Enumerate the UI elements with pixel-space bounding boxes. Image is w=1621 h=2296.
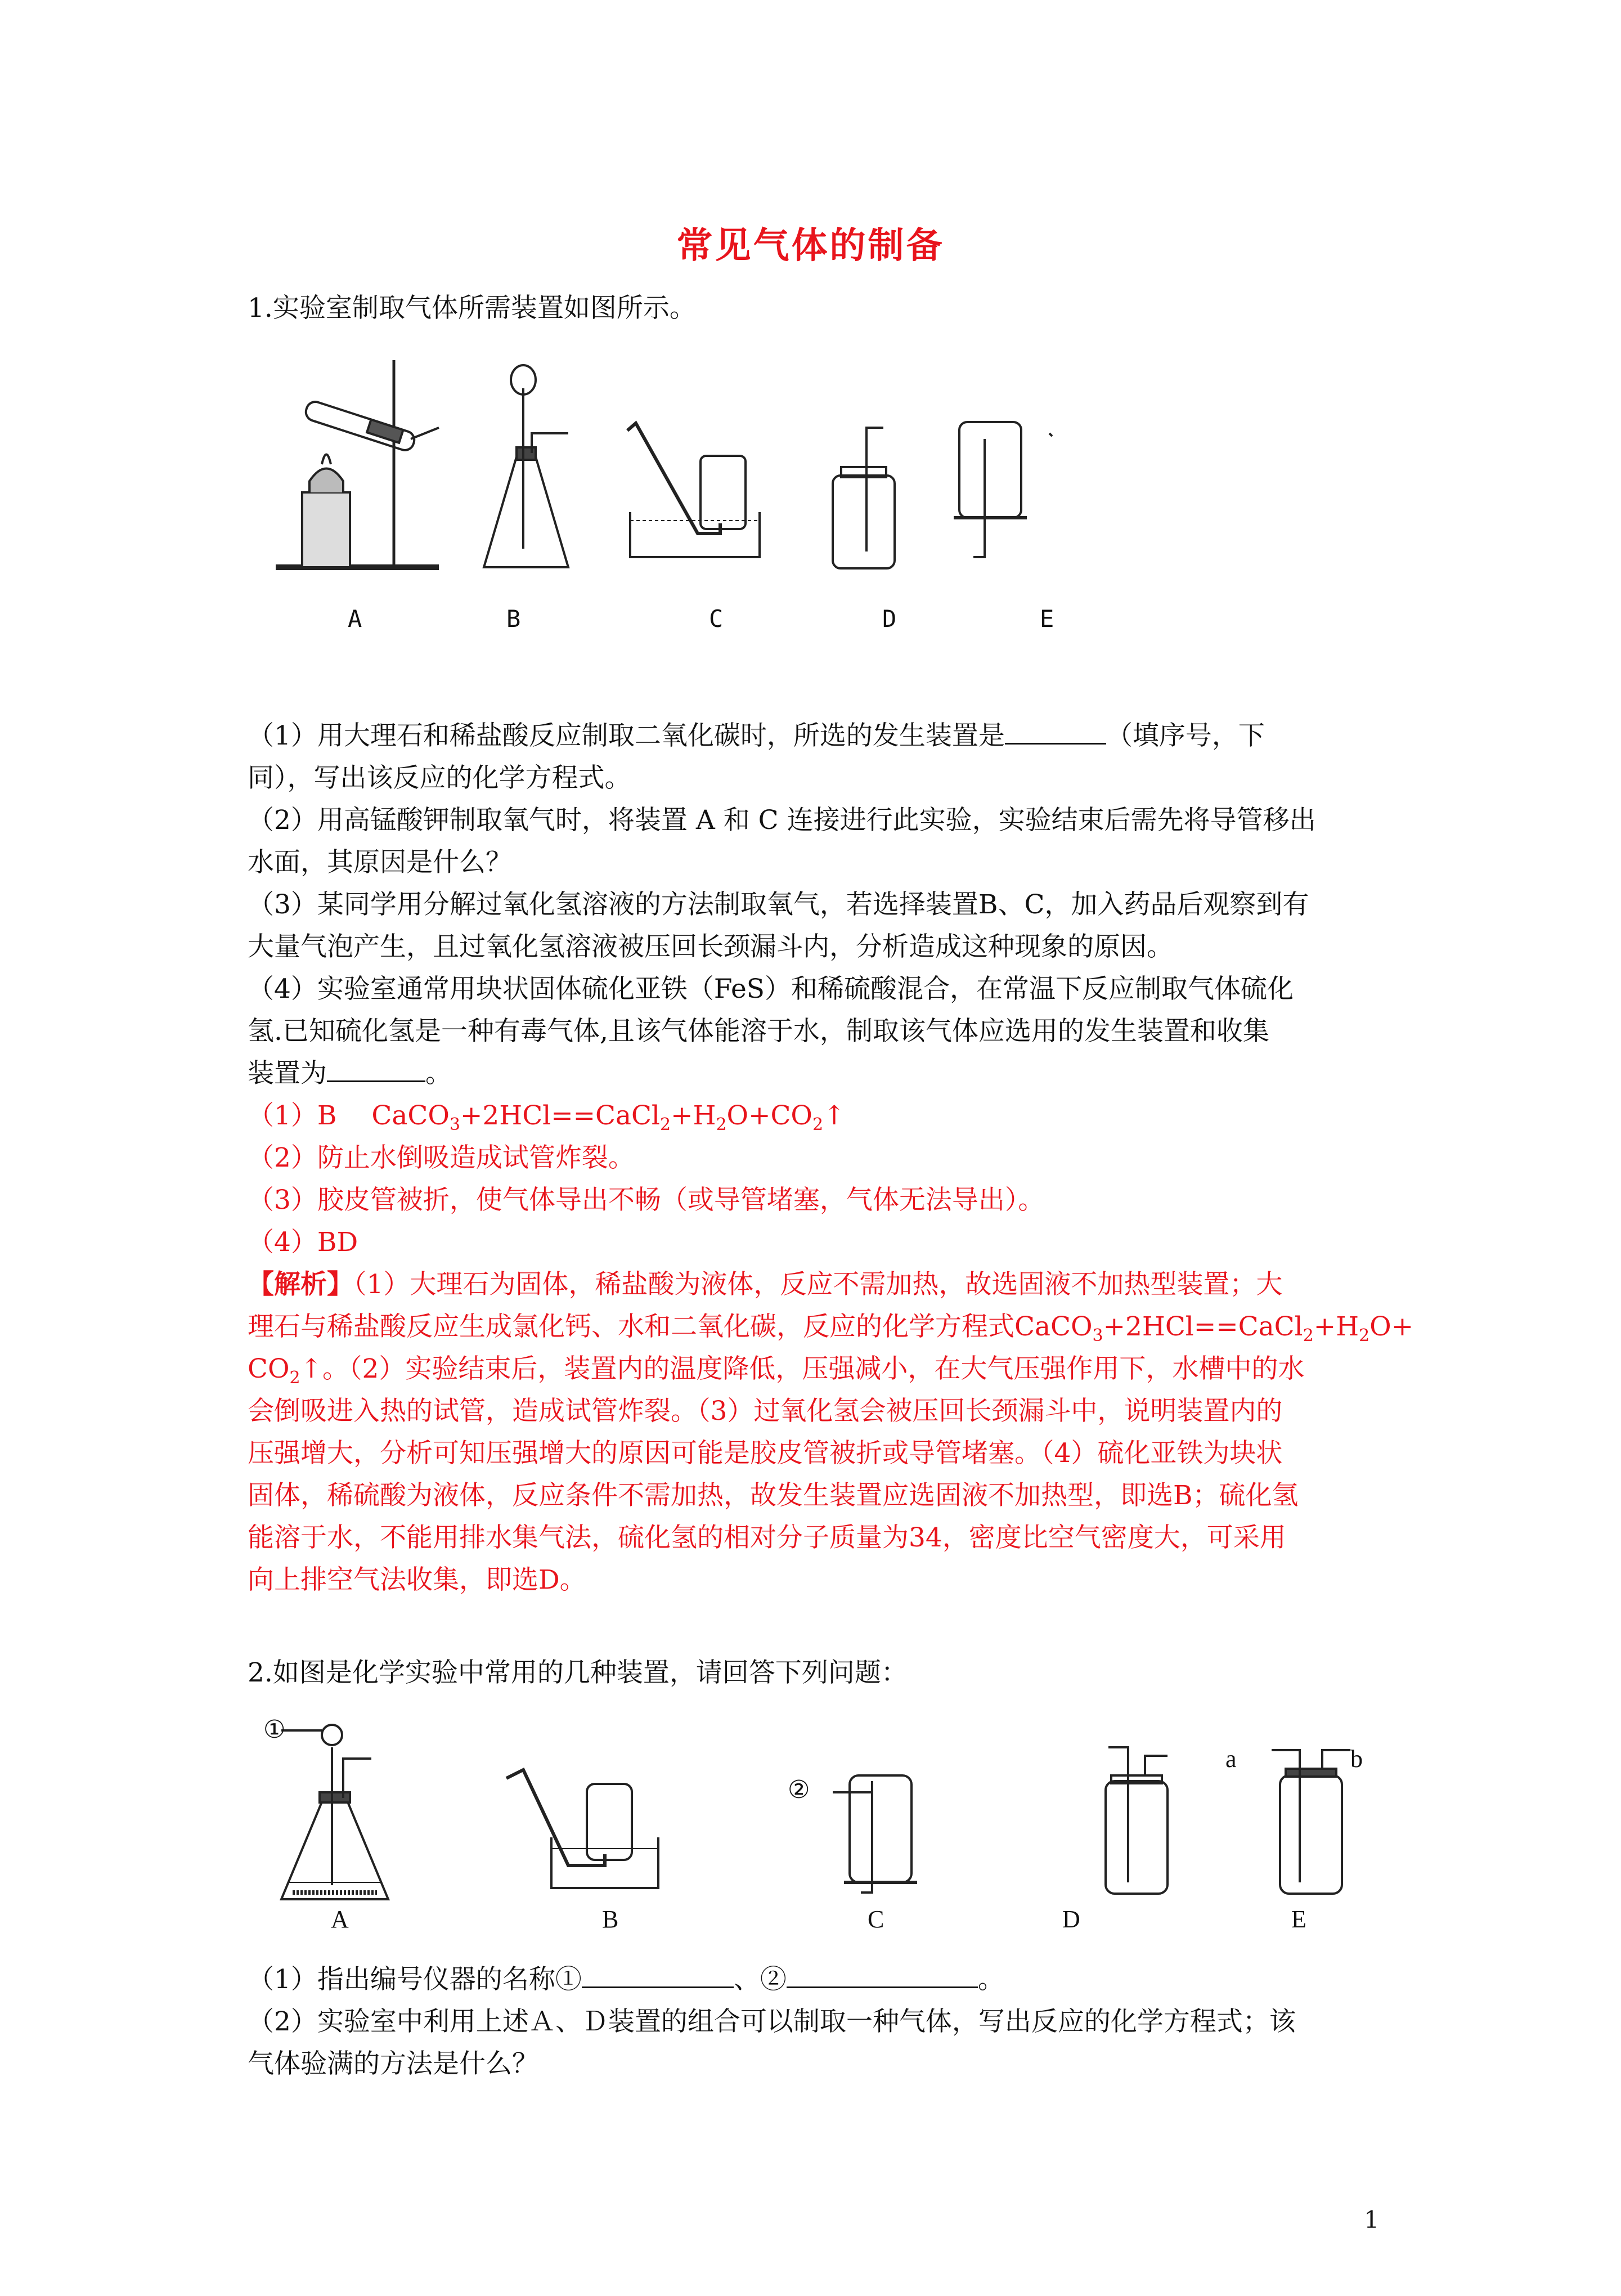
q1-sub2-line1: （2）用高锰酸钾制取氧气时，将装置 A 和 C 连接进行此实验，实验结束后需先将导管移出: [248, 805, 1316, 836]
apparatus-a-icon: [276, 360, 439, 567]
q1-analysis-line1: 【解析】（1）大理石为固体，稀盐酸为液体，反应不需加热，故选固液不加热型装置；大: [248, 1269, 1283, 1300]
q1-analysis-line2: 理石与稀盐酸反应生成氯化钙、水和二氧化碳，反应的化学方程式$CaCO_3+2HCl==CaCl_2+H_2O+$: [248, 1311, 1414, 1346]
q2-apparatus-e-icon: [1272, 1750, 1350, 1894]
q2-stem: 2.如图是化学实验中常用的几种装置，请回答下列问题：: [248, 1657, 908, 1688]
q1-label-d: D: [882, 605, 897, 633]
q1-answer-4: （4）BD: [248, 1227, 358, 1258]
q2-port-a: a: [1225, 1745, 1237, 1773]
q1-sub1-line1: （1）用大理石和稀盐酸反应制取二氧化碳时，所选的发生装置是 （填序号，下: [248, 715, 1395, 757]
q2-marker-2: ②: [788, 1776, 810, 1804]
q1-sub2-line2: 水面，其原因是什么？: [248, 847, 512, 878]
q2-sub1: （1）指出编号仪器的名称① 、② 。: [248, 1958, 1395, 2001]
q2-sub2-line1: （2）实验室中利用上述Ａ、Ｄ装置的组合可以制取一种气体，写出反应的化学方程式；该: [248, 2006, 1296, 2037]
q1-label-e: E: [1040, 605, 1054, 633]
q2-label-c: C: [868, 1905, 884, 1933]
q2-apparatus-figure: [259, 1714, 1373, 1905]
q1-sub4-line3: 装置为 。: [248, 1052, 1395, 1095]
analysis-tag: 【解析】: [248, 1269, 353, 1300]
q1-label-a: A: [348, 605, 362, 633]
answer-blank-2[interactable]: [327, 1053, 425, 1082]
q1-sub4-line2: 氢.已知硫化氢是一种有毒气体,且该气体能溶于水，制取该气体应选用的发生装置和收集: [248, 1016, 1269, 1047]
page-title: 常见气体的制备: [676, 225, 945, 267]
answer-blank-4[interactable]: [787, 1959, 978, 1988]
apparatus-d-icon: [833, 428, 895, 568]
q1-label-c: C: [709, 605, 724, 633]
answer-blank-1[interactable]: [1005, 716, 1106, 745]
q2-apparatus-d-icon: [1106, 1747, 1168, 1894]
q1-sub3-line1: （3）某同学用分解过氧化氢溶液的方法制取氧气，若选择装置B、C，加入药品后观察到有: [248, 889, 1309, 920]
q1-label-b: B: [506, 605, 521, 633]
q2-apparatus-c-icon: [833, 1775, 917, 1893]
answer-blank-3[interactable]: [582, 1959, 734, 1988]
q1-answer-3: （3）胶皮管被折，使气体导出不畅（或导管堵塞，气体无法导出）。: [248, 1185, 1045, 1216]
q1-analysis-line5: 压强增大，分析可知压强增大的原因可能是胶皮管被折或导管堵塞。（4）硫化亚铁为块状: [248, 1438, 1283, 1469]
apparatus-c-icon: [627, 423, 760, 557]
q1-answer-1: （1）B $CaCO_3+2HCl==CaCl_2+H_2O+CO_2↑$: [248, 1100, 846, 1134]
q2-label-a: A: [331, 1905, 349, 1933]
q1-analysis-line3: $CO_2↑$。（2）实验结束后，装置内的温度降低，压强减小，在大气压强作用下，水槽中的水: [248, 1353, 1305, 1388]
q1-analysis-line8: 向上排空气法收集，即选D。: [248, 1564, 586, 1595]
q2-marker-1: ①: [263, 1716, 286, 1743]
q1-sub4-line1: （4）实验室通常用块状固体硫化亚铁（FeS）和稀硫酸混合，在常温下反应制取气体硫化: [248, 974, 1294, 1004]
q1-stem: 1.实验室制取气体所需装置如图所示。: [248, 293, 696, 324]
q1-sub3-line2: 大量气泡产生，且过氧化氢溶液被压回长颈漏斗内，分析造成这种现象的原因。: [248, 931, 1173, 962]
apparatus-e-icon: [954, 422, 1052, 557]
apparatus-b-icon: [484, 365, 568, 567]
q2-apparatus-b-icon: [506, 1770, 658, 1888]
q2-label-b: B: [602, 1905, 619, 1933]
q2-label-d: D: [1062, 1905, 1080, 1933]
q2-label-e: E: [1291, 1905, 1306, 1933]
q1-analysis-line6: 固体，稀硫酸为液体，反应条件不需加热，故发生装置应选固液不加热型，即选B；硫化氢: [248, 1480, 1299, 1511]
q2-port-b: b: [1350, 1745, 1363, 1773]
q1-sub1-line2: 同），写出该反应的化学方程式。: [248, 763, 631, 793]
q1-answer-2: （2）防止水倒吸造成试管炸裂。: [248, 1142, 635, 1173]
page-number: 1: [1364, 2206, 1379, 2234]
q1-apparatus-figure: [270, 355, 1125, 591]
q1-analysis-line4: 会倒吸进入热的试管，造成试管炸裂。（3）过氧化氢会被压回长颈漏斗中，说明装置内的: [248, 1396, 1283, 1427]
q1-analysis-line7: 能溶于水，不能用排水集气法，硫化氢的相对分子质量为34，密度比空气密度大，可采用: [248, 1522, 1286, 1553]
q2-sub2-line2: 气体验满的方法是什么？: [248, 2048, 538, 2079]
q2-apparatus-a-icon: [281, 1725, 388, 1899]
